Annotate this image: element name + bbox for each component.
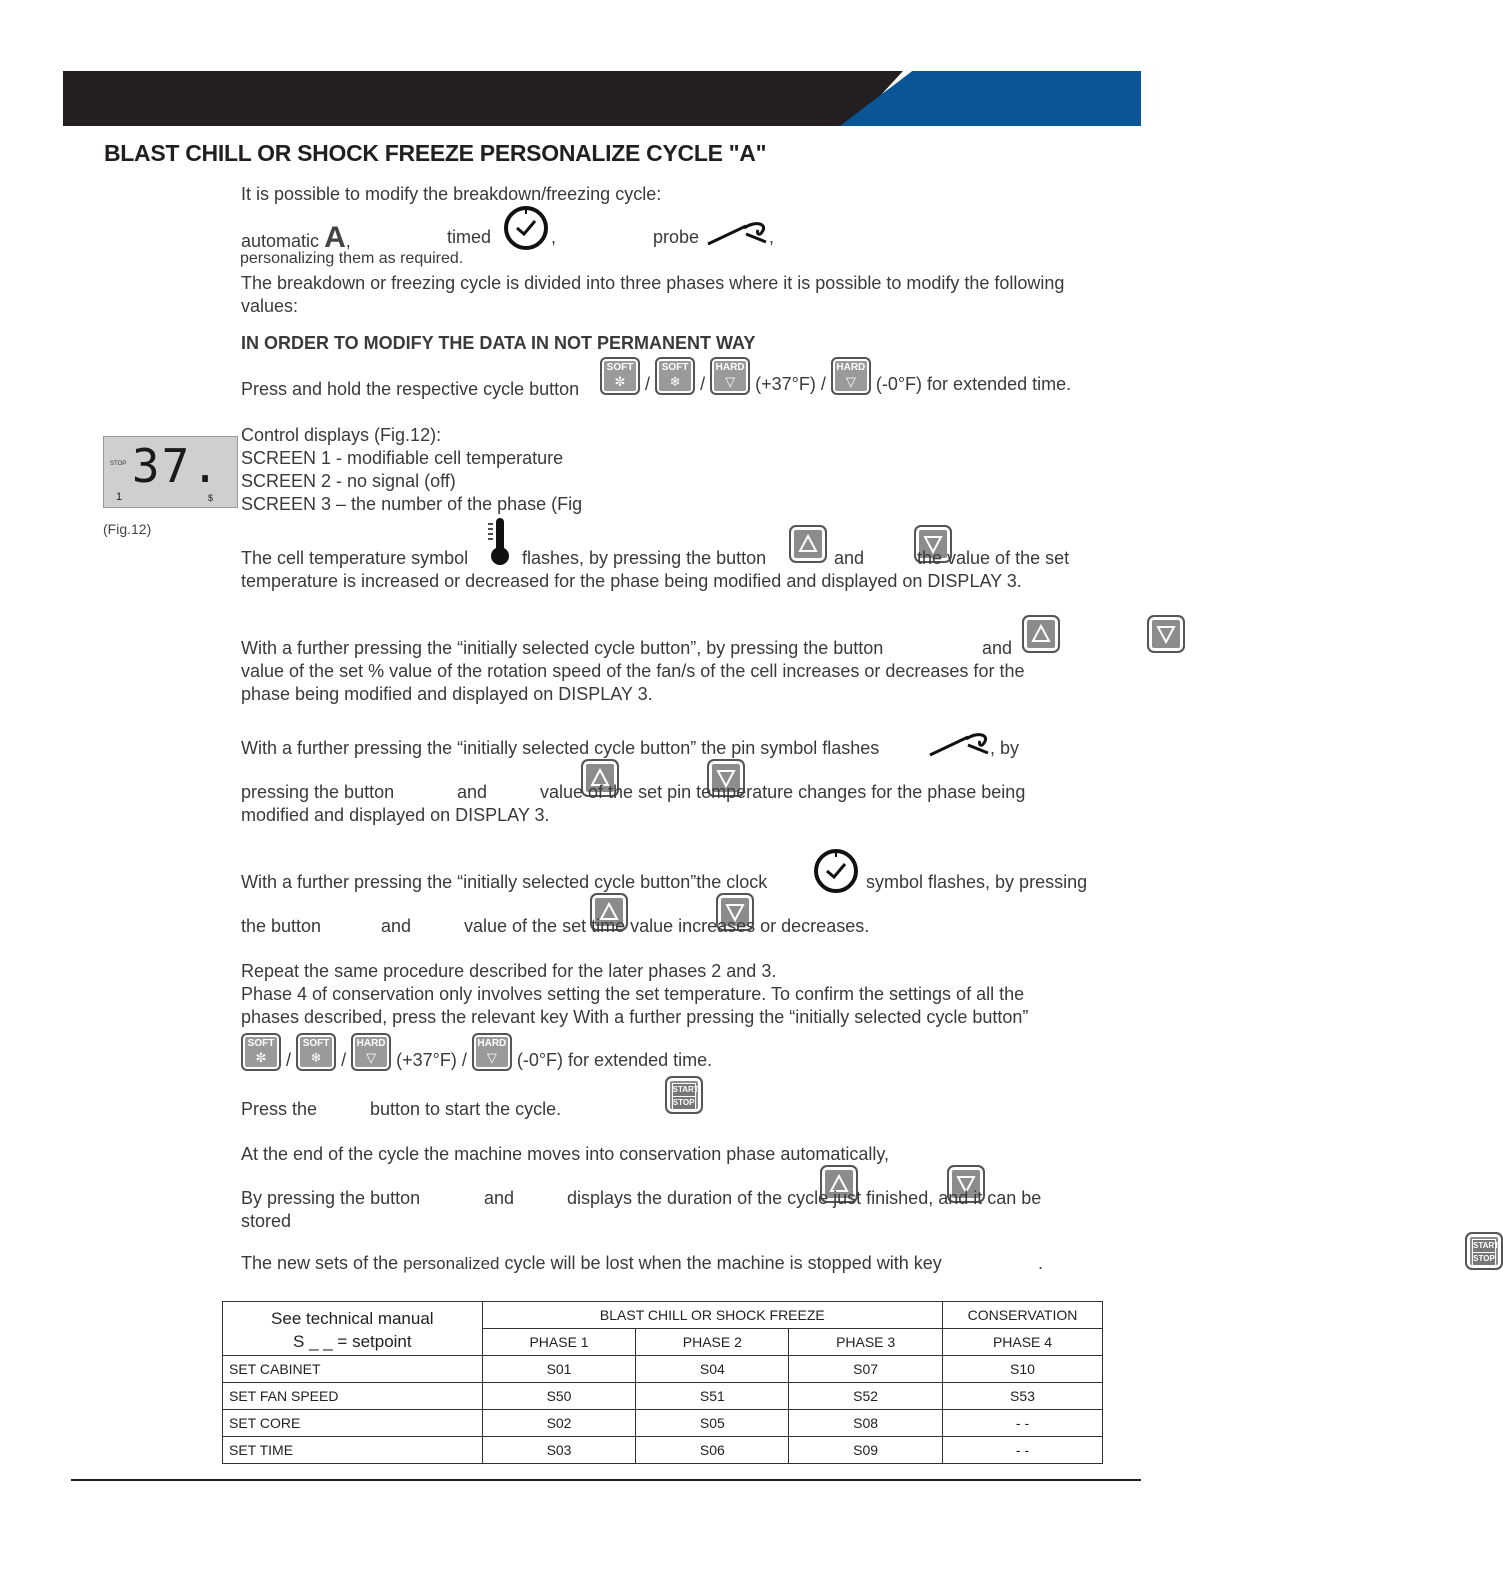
lcd-display-figure xyxy=(103,436,238,508)
table-row-label: SET TIME xyxy=(223,1437,483,1464)
hard-chill-button[interactable]: HARD ▽ xyxy=(351,1033,391,1071)
table-cell: S53 xyxy=(943,1383,1103,1410)
clock-text-b: symbol flashes, by pressing xyxy=(866,872,1088,892)
personalizing-text: personalizing them as required. xyxy=(240,250,464,267)
soft-chill-button[interactable]: SOFT ✼ xyxy=(241,1033,281,1071)
table-cell: S51 xyxy=(636,1383,789,1410)
intro-line: It is possible to modify the breakdown/freezing cycle: xyxy=(241,184,662,204)
pin-and: and xyxy=(457,782,488,802)
cell-temp-text-c: the value of the set xyxy=(917,548,1070,568)
control-line-3: SCREEN 2 - no signal (off) xyxy=(241,471,456,491)
table-phase-header: PHASE 4 xyxy=(943,1329,1103,1356)
duration-and: and xyxy=(484,1188,515,1208)
probe-label: probe xyxy=(653,227,700,247)
up-arrow-button[interactable] xyxy=(1022,615,1060,653)
automatic-a-icon: A xyxy=(324,221,346,254)
table-cell: S50 xyxy=(482,1383,636,1410)
cell-temp-and: and xyxy=(834,548,865,568)
probe-comma: , xyxy=(769,227,775,247)
probe-icon xyxy=(928,727,992,759)
table-row xyxy=(223,1410,1103,1437)
table-group-blast: BLAST CHILL OR SHOCK FREEZE xyxy=(482,1302,942,1329)
table-header-row xyxy=(223,1302,1103,1329)
fan-and: and xyxy=(982,638,1013,658)
fig-label: (Fig.12) xyxy=(103,521,152,537)
control-line-4: SCREEN 3 – the number of the phase (Fig xyxy=(241,494,583,514)
hard-freeze-button[interactable]: HARD ▽ xyxy=(831,357,871,395)
lcd-stop-indicator: STOP xyxy=(110,461,127,467)
up-arrow-button[interactable] xyxy=(789,525,827,563)
table-technical-cell: See technical manual S _ _ = setpoint xyxy=(223,1302,483,1356)
hard-freeze-button[interactable]: HARD ▽ xyxy=(472,1033,512,1071)
clock-text-d: value of the set time value increases or decreases. xyxy=(464,916,870,936)
fan-text-c: phase being modified and displayed on DISPLAY 3. xyxy=(241,684,653,704)
control-line-1: Control displays (Fig.12): xyxy=(241,425,442,445)
duration-text-c: stored xyxy=(241,1211,292,1231)
clock-icon xyxy=(812,848,860,894)
divided-line-1: The breakdown or freezing cycle is divided into three phases where it is possible to modify the following xyxy=(241,273,1065,293)
table-cell: S05 xyxy=(636,1410,789,1437)
soft-chill-button[interactable]: SOFT ✼ xyxy=(600,357,640,395)
lcd-digits: 37. xyxy=(131,439,221,493)
table-row xyxy=(223,1356,1103,1383)
table-cell: S07 xyxy=(789,1356,943,1383)
table-cell: S04 xyxy=(636,1356,789,1383)
cell-temp-text-a: The cell temperature symbol xyxy=(241,548,469,568)
fan-text-b: value of the set % value of the rotation speed of the fan/s of the cell increases or decreases for the xyxy=(241,661,1025,681)
cell-temp-text-b: flashes, by pressing the button xyxy=(522,548,767,568)
table-cell: S06 xyxy=(636,1437,789,1464)
table-cell: S52 xyxy=(789,1383,943,1410)
clock-text-a: With a further pressing the “initially selected cycle button”the clock xyxy=(241,872,768,892)
repeat-text-b: Phase 4 of conservation only involves setting the set temperature. To confirm the settings of all the xyxy=(241,984,1025,1004)
table-cell: S02 xyxy=(482,1410,636,1437)
duration-text-b: displays the duration of the cycle just finished, and it can be xyxy=(567,1188,1042,1208)
automatic-label: automatic A, xyxy=(241,221,351,254)
subheading: IN ORDER TO MODIFY THE DATA IN NOT PERMANENT WAY xyxy=(241,333,756,353)
table-cell: S08 xyxy=(789,1410,943,1437)
clock-icon xyxy=(502,205,550,251)
bottom-rule xyxy=(71,1479,1141,1481)
start-text-a: Press the xyxy=(241,1099,318,1119)
control-line-2: SCREEN 1 - modifiable cell temperature xyxy=(241,448,564,468)
pin-text-d: value of the set pin temperature changes for the phase being xyxy=(540,782,1026,802)
down-arrow-button[interactable] xyxy=(1147,615,1185,653)
probe-icon xyxy=(706,216,770,248)
divided-line-2: values: xyxy=(241,296,299,316)
table-row-label: SET CABINET xyxy=(223,1356,483,1383)
table-cell: S03 xyxy=(482,1437,636,1464)
pin-text-b: , by xyxy=(990,738,1020,758)
table-phase-header: PHASE 1 xyxy=(482,1329,636,1356)
repeat-text-c: phases described, press the relevant key With a further pressing the “initially selected cycle button” xyxy=(241,1007,1029,1027)
lost-text-end: . xyxy=(1038,1253,1044,1273)
header-banner-dark xyxy=(63,71,903,126)
timed-label: timed xyxy=(447,227,492,247)
table-row-label: SET FAN SPEED xyxy=(223,1383,483,1410)
table-phase-header: PHASE 2 xyxy=(636,1329,789,1356)
end-text: At the end of the cycle the machine moves into conservation phase automatically, xyxy=(241,1144,890,1164)
table-group-conservation: CONSERVATION xyxy=(943,1302,1103,1329)
hard-chill-button[interactable]: HARD ▽ xyxy=(710,357,750,395)
table-cell: S09 xyxy=(789,1437,943,1464)
table-phase-header: PHASE 3 xyxy=(789,1329,943,1356)
thermometer-icon xyxy=(486,516,514,568)
pin-text-e: modified and displayed on DISPLAY 3. xyxy=(241,805,550,825)
clock-text-c: the button xyxy=(241,916,322,936)
clock-and: and xyxy=(381,916,412,936)
lcd-right-indicator: $ xyxy=(208,493,214,503)
duration-text-a: By pressing the button xyxy=(241,1188,421,1208)
pin-text-a: With a further pressing the “initially selected cycle button” the pin symbol flashes xyxy=(241,738,880,758)
press-hold-text: Press and hold the respective cycle button xyxy=(241,379,580,399)
setpoint-table xyxy=(222,1301,1103,1464)
table-cell: S10 xyxy=(943,1356,1103,1383)
repeat-keys: SOFT ✼ / SOFT ❄ / HARD ▽ (+37°F) / HARD ▽ (-0°F) for extended time. xyxy=(241,1033,841,1075)
soft-freeze-button[interactable]: SOFT ❄ xyxy=(655,357,695,395)
start-text-b: button to start the cycle. xyxy=(370,1099,562,1119)
repeat-text-a: Repeat the same procedure described for the later phases 2 and 3. xyxy=(241,961,777,981)
lcd-left-indicator: 1 xyxy=(116,491,123,503)
pin-text-c: pressing the button xyxy=(241,782,395,802)
lost-text: The new sets of the personalized cycle will be lost when the machine is stopped with key xyxy=(241,1253,942,1273)
table-cell: - - xyxy=(943,1410,1103,1437)
press-hold-keys: SOFT ✼ / SOFT ❄ / HARD ▽ (+37°F) / HARD ▽ (-0°F) for extended time. xyxy=(600,357,1120,399)
start-stop-button[interactable]: START STOP xyxy=(1465,1232,1503,1270)
table-cell: - - xyxy=(943,1437,1103,1464)
cell-temp-text-d: temperature is increased or decreased for the phase being modified and displayed on DISPLAY 3. xyxy=(241,571,1022,591)
soft-freeze-button[interactable]: SOFT ❄ xyxy=(296,1033,336,1071)
timed-comma: , xyxy=(551,227,557,247)
table-row xyxy=(223,1437,1103,1464)
table-row xyxy=(223,1383,1103,1410)
page-title: BLAST CHILL OR SHOCK FREEZE PERSONALIZE CYCLE "A" xyxy=(104,140,767,166)
start-stop-button[interactable]: START STOP xyxy=(665,1076,703,1114)
table-cell: S01 xyxy=(482,1356,636,1383)
fan-text-a: With a further pressing the “initially selected cycle button”, by pressing the button xyxy=(241,638,884,658)
table-row-label: SET CORE xyxy=(223,1410,483,1437)
